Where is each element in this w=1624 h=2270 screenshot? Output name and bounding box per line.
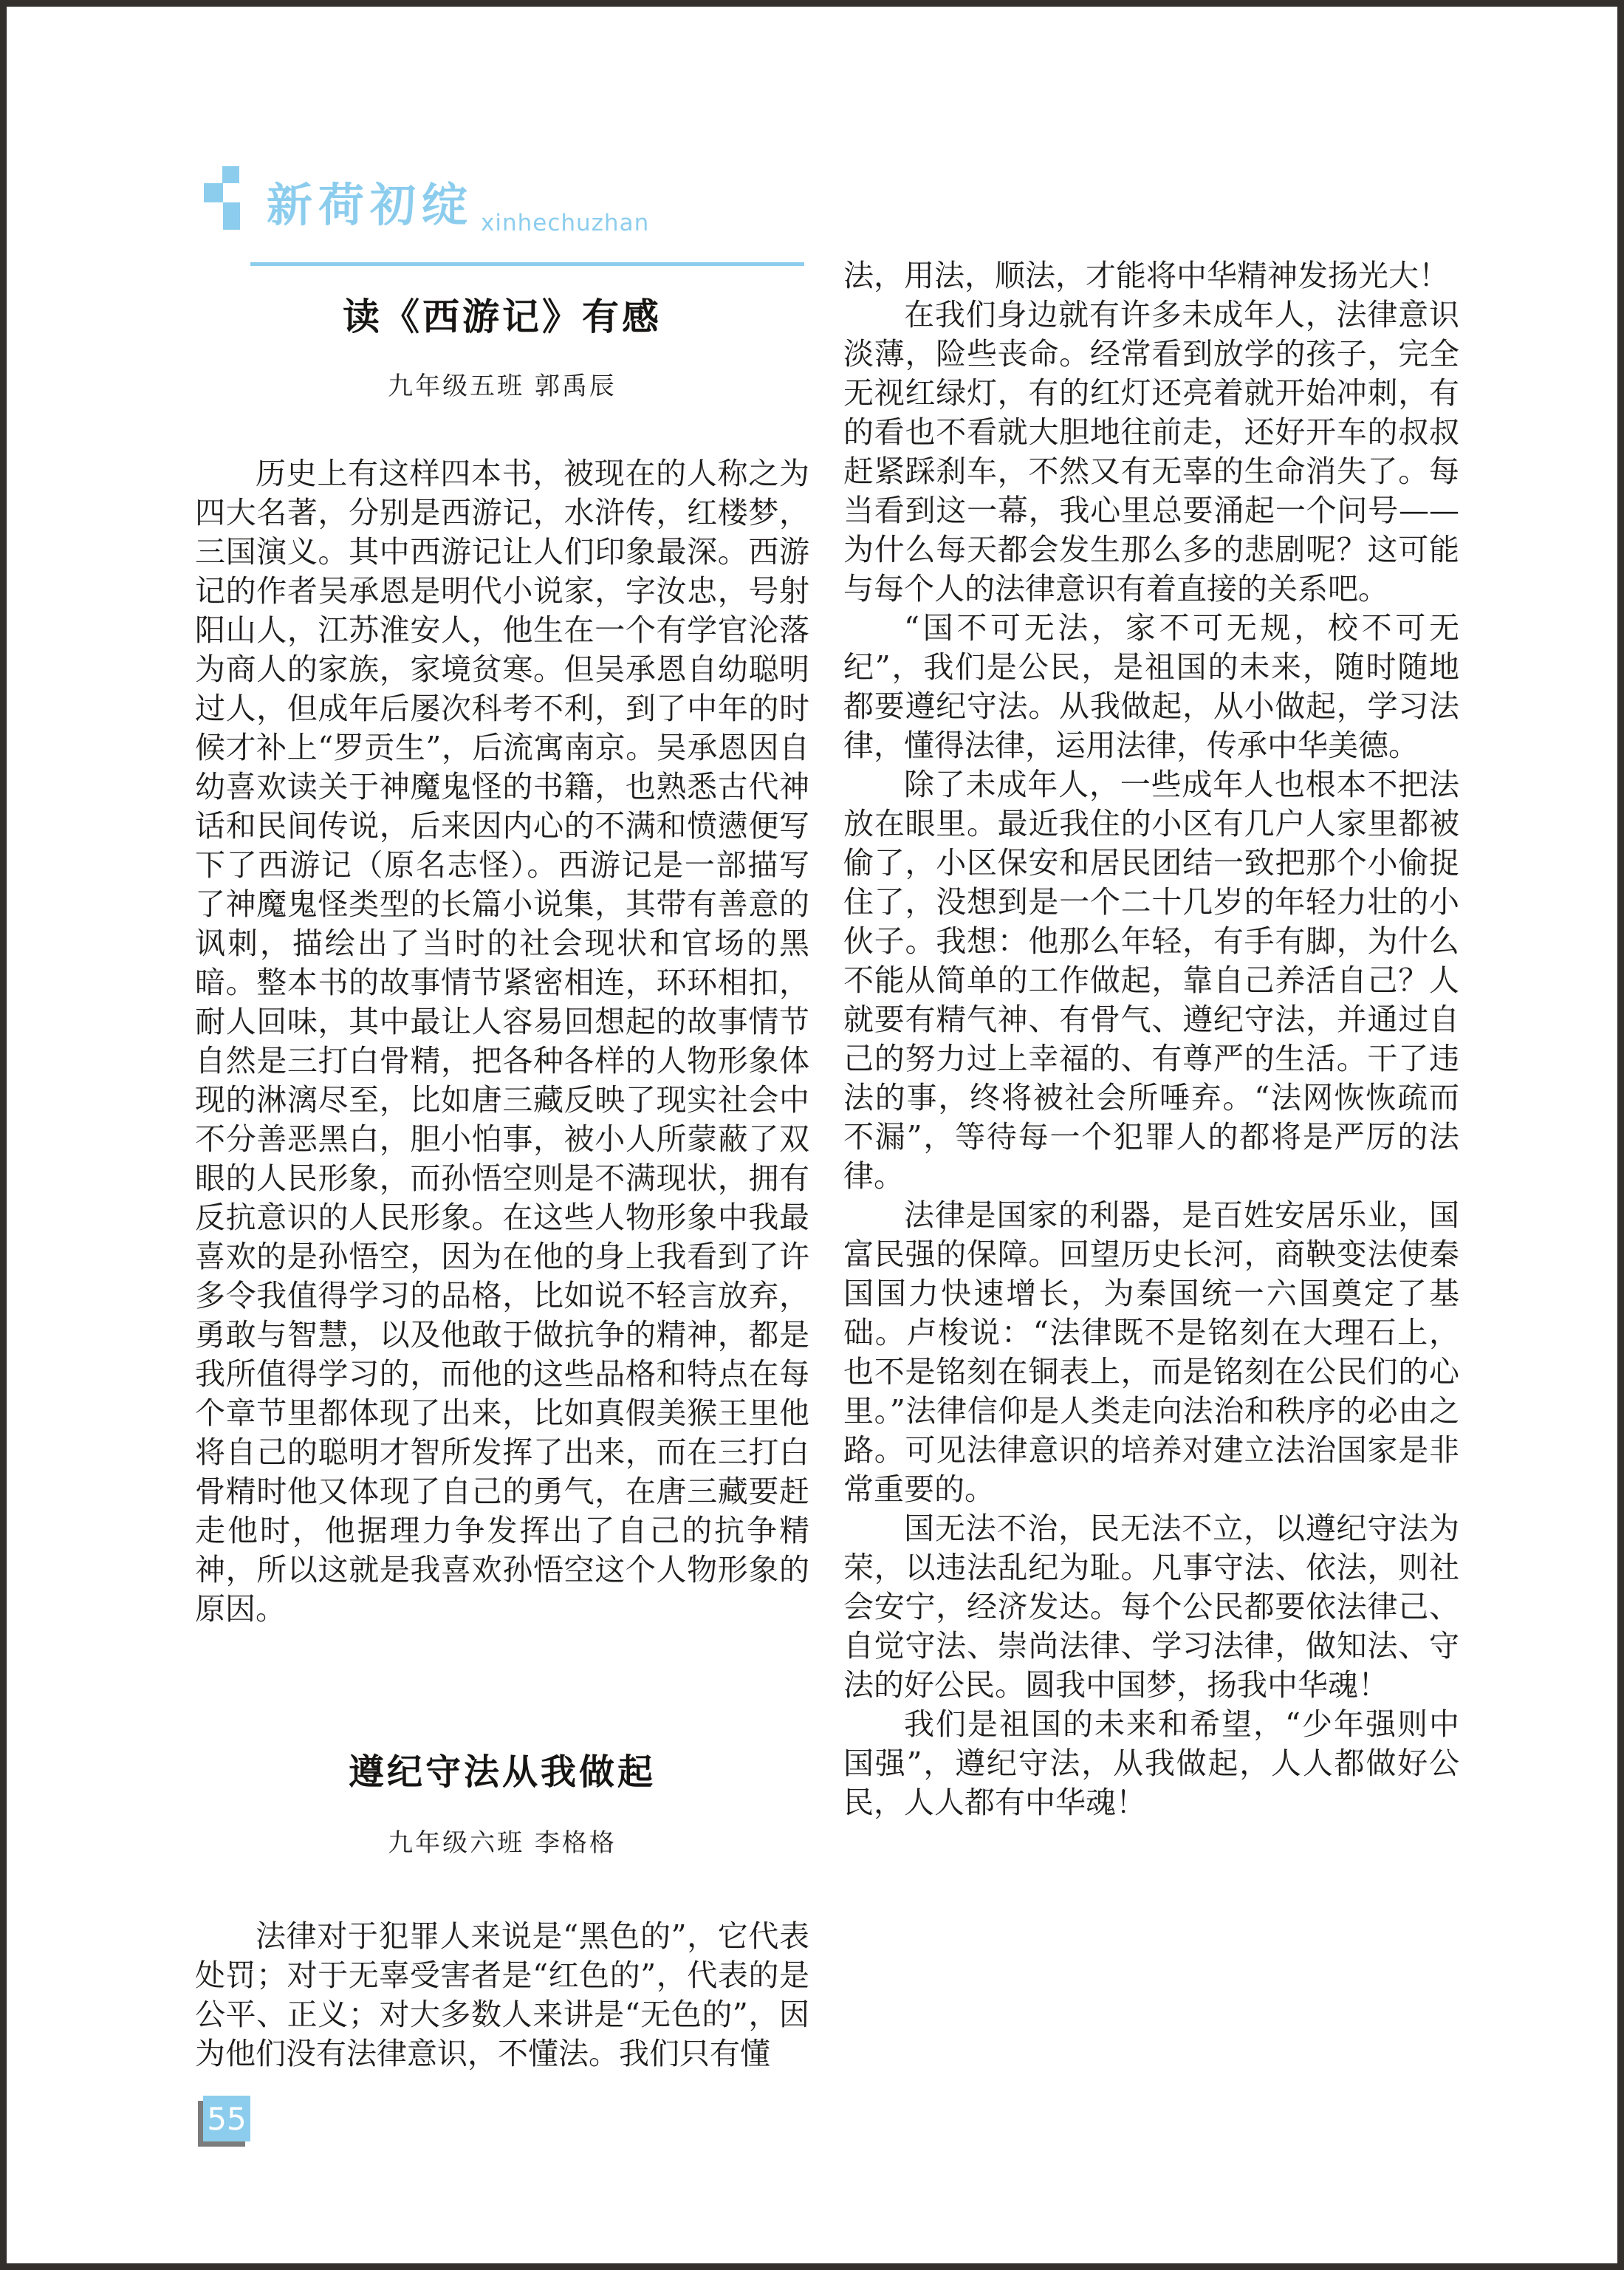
essay2-header — [195, 1751, 809, 1794]
logo-square-icon — [204, 183, 223, 202]
essay1-author: 九年级五班 郭禹辰 — [388, 372, 617, 401]
essay2-paragraph: 在我们身边就有许多未成年人，法律意识淡薄，险些丧命。经常看到放学的孩子，完全无视红绿灯，有的红灯还亮着就开始冲刺，有的看也不看就大胆地往前走，还好开车的叔叔赶紧踩刹车，不然又有无辜的生命消失了。每当看到这一幕，我心里总要涌起一个问号——为什么每天都会发生那么多的悲剧呢？这可能与每个人的法律意识有着直接的关系吧。 — [843, 297, 1459, 606]
essay2-paragraph: 我们是祖国的未来和希望，“少年强则中国强”，遵纪守法，从我做起，人人都做好公民，人人都有中华魂！ — [843, 1706, 1459, 1820]
essay1-body — [195, 454, 809, 1629]
essay2-paragraph: 法律是国家的利器，是百姓安居乐业，国富民强的保障。回望历史长河，商鞅变法使秦国国力快速增长，为秦国统一六国奠定了基础。卢梭说：“法律既不是铭刻在大理石上，也不是铭刻在铜表上，而是铭刻在公民们的心里。”法律信仰是人类走向法治和秩序的必由之路。可见法律意识的培养对建立法治国家是非常重要的。 — [843, 1197, 1459, 1507]
masthead-underline — [250, 262, 804, 266]
essay2-title: 遵纪守法从我做起 — [348, 1751, 656, 1793]
masthead-title: 新荷初绽 — [267, 178, 474, 232]
essay2-paragraph-continuation: 法，用法，顺法，才能将中华精神发扬光大！ — [843, 258, 1449, 293]
essay2-paragraph: 国无法不治，民无法不立，以遵纪守法为荣，以违法乱纪为耻。凡事守法、依法，则社会安宁，经济发达。每个公民都要依法律己、自觉守法、崇尚法律、学习法律，做知法、守法的好公民。圆我中国梦，扬我中华魂！ — [843, 1511, 1459, 1703]
page-number: 55 — [207, 2100, 247, 2137]
essay2-paragraph: 法律对于犯罪人来说是“黑色的”，它代表处罚；对于无辜受害者是“红色的”，代表的是公平、正义；对大多数人来讲是“无色的”，因为他们没有法律意识，不懂法。我们只有懂 — [195, 1918, 809, 2071]
essay1-header — [195, 295, 809, 339]
essay2-paragraph: 除了未成年人，一些成年人也根本不把法放在眼里。最近我住的小区有几户人家里都被偷了，小区保安和居民团结一致把那个小偷捉住了，没想到是一个二十几岁的年轻力壮的小伙子。我想：他那么年轻，有手有脚，为什么不能从简单的工作做起，靠自己养活自己？人就要有精气神、有骨气、遵纪守法，并通过自己的努力过上幸福的、有尊严的生活。干了违法的事，终将被社会所唾弃。“法网恢恢疏而不漏”，等待每一个犯罪人的都将是严厉的法律。 — [843, 767, 1459, 1194]
essay2-author: 九年级六班 李格格 — [388, 1828, 617, 1858]
essay2-body-right — [843, 256, 1459, 1822]
masthead-subtitle: xinhechuzhan — [481, 210, 650, 236]
essay1-title: 读《西游记》有感 — [343, 295, 662, 338]
page-number-badge — [203, 2096, 250, 2141]
logo-square-icon — [222, 166, 239, 183]
essay2-paragraph: “国不可无法，家不可无规，校不可无纪”，我们是公民，是祖国的未来，随时随地都要遵纪守法。从我做起，从小做起，学习法律，懂得法律，运用法律，传承中华美德。 — [843, 610, 1459, 763]
essay1-paragraph: 历史上有这样四本书，被现在的人称之为四大名著，分别是西游记，水浒传，红楼梦，三国演义。其中西游记让人们印象最深。西游记的作者吴承恩是明代小说家，字汝忠，号射阳山人，江苏淮安人，他生在一个有学官沦落为商人的家族，家境贫寒。但吴承恩自幼聪明过人，但成年后屡次科考不利，到了中年的时候才补上“罗贡生”，后流寓南京。吴承恩因自幼喜欢读关于神魔鬼怪的书籍，也熟悉古代神话和民间传说，后来因内心的不满和愤懑便写下了西游记（原名志怪）。西游记是一部描写了神魔鬼怪类型的长篇小说集，其带有善意的讽刺，描绘出了当时的社会现状和官场的黑暗。整本书的故事情节紧密相连，环环相扣，耐人回味，其中最让人容易回想起的故事情节自然是三打白骨精，把各种各样的人物形象体现的淋漓尽至，比如唐三藏反映了现实社会中不分善恶黑白，胆小怕事，被小人所蒙蔽了双眼的人民形象，而孙悟空则是不满现状，拥有反抗意识的人民形象。在这些人物形象中我最喜欢的是孙悟空，因为在他的身上我看到了许多令我值得学习的品格，比如说不轻言放弃，勇敢与智慧，以及他敢于做抗争的精神，都是我所值得学习的，而他的这些品格和特点在每个章节里都体现了出来，比如真假美猴王里他将自己的聪明才智所发挥了出来，而在三打白骨精时他又体现了自己的勇气，在唐三藏要赶走他时，他据理力争发挥出了自己的抗争精神，所以这就是我喜欢孙悟空这个人物形象的原因。 — [195, 456, 809, 1627]
essay1-byline — [195, 366, 809, 402]
essay2-byline — [195, 1822, 809, 1859]
logo-square-icon — [223, 202, 240, 230]
essay2-body-left — [195, 1917, 809, 2074]
